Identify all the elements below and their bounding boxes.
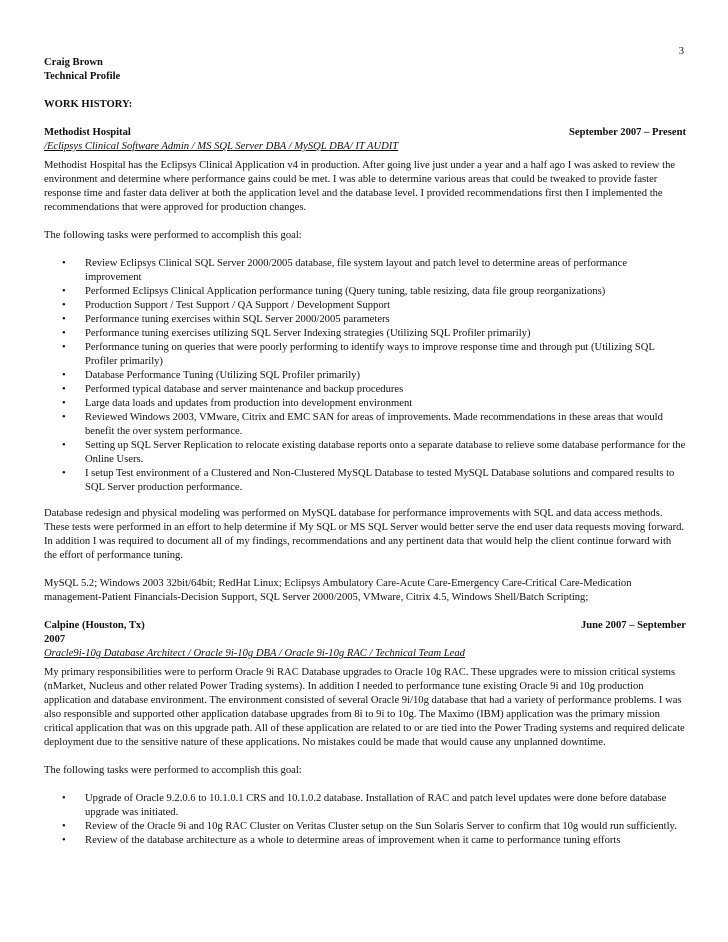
job-summary: Methodist Hospital has the Eclipsys Clinical Application v4 in production. After going live just under a year and a half ago I was asked to review the environment and determine where performance gains could be met. I was able to determine various areas that could be tweaked to provide faster response time and faster data deliver at both the application level and the database level. I provided recommendations first then I implemented the recommendations that were approved for production changes.	[44, 160, 676, 213]
section-title: WORK HISTORY:	[44, 99, 133, 110]
list-item: • Performance tuning exercises within SQL Server 2000/2005 parameters	[85, 313, 686, 327]
list-item: • Review Eclipsys Clinical SQL Server 2000/2005 database, file system layout and patch level to determine areas of performance improvement	[85, 257, 686, 285]
job-header-calpine	[44, 619, 686, 633]
employer-name: Methodist Hospital	[44, 127, 131, 138]
technologies-paragraph: MySQL 5.2; Windows 2003 32bit/64bit; RedHat Linux; Eclipsys Ambulatory Care-Acute Care-Emergency Care-Critical Care-Medication management-Patient Financials-Decision Support, SQL Server 2000/2005, VMware, Citrix 4.5, Windows Shell/Batch Scripting;	[44, 578, 632, 603]
list-item: • I setup Test environment of a Clustered and Non-Clustered MySQL Database to tested MySQL Database solutions and compared results to SQL Server production performance.	[85, 467, 686, 495]
employer-name: Calpine (Houston, Tx)	[44, 620, 145, 631]
page-content	[44, 56, 686, 860]
list-item: • Performed Eclipsys Clinical Application performance tuning (Query tuning, table resizing, data file group reorganizations)	[85, 285, 686, 299]
task-list	[44, 792, 686, 848]
job-dates-continued: 2007	[44, 634, 66, 645]
tasks-intro: The following tasks were performed to accomplish this goal:	[44, 230, 302, 241]
list-item: • Setting up SQL Server Replication to relocate existing database reports onto a separate database to relieve some database performance for the Online Users.	[85, 439, 686, 467]
closing-paragraph: Database redesign and physical modeling was performed on MySQL database for performance improvements with SQL and data access methods. These tests were performed in an effort to help determine if My SQL or MS SQL Server would better serve the end user data requests moving forward. In addition I was required to document all of my findings, recommendations and any pertinent data that would help the client continue forward with the effort of performance tuning.	[44, 508, 685, 561]
list-item: • Upgrade of Oracle 9.2.0.6 to 10.1.0.1 CRS and 10.1.0.2 database. Installation of RAC and patch level updates were done before database upgrade was initiated.	[85, 792, 686, 820]
job-header-methodist	[44, 126, 686, 140]
tasks-intro: The following tasks were performed to accomplish this goal:	[44, 765, 302, 776]
task-list	[44, 257, 686, 495]
list-item: • Performance tuning on queries that were poorly performing to identify ways to improve response time and through put (Utilizing SQL Profiler primarily)	[85, 341, 686, 369]
list-item: • Review of the database architecture as a whole to determine areas of improvement when it came to performance tuning efforts	[85, 834, 686, 848]
job-summary: My primary responsibilities were to perform Oracle 9i RAC Database upgrades to Oracle 10g RAC. These upgrades were to mission critical systems (nMarket, Nucleus and other related Power Trading systems). In addition I needed to performance tune existing Oracle 9i and 10g production application and database environment. The environment consisted of several Oracle 9i/10g database that had a variety of performance problems. I was also responsible and supported other application database upgrades from 8i to 9i to 10g. The Maximo (IBM) application was the primary mission critical application that was on this upgrade path. All of these application are related to or are tied into the Power Trading systems and required delicate deployment due to the sensitive nature of these applications. No mistakes could be made that would cause any unplanned downtime.	[44, 667, 685, 748]
list-item: • Production Support / Test Support / QA Support / Development Support	[85, 299, 686, 313]
list-item: • Reviewed Windows 2003, VMware, Citrix and EMC SAN for areas of improvements. Made recommendations in these areas that would benefit the over system performance.	[85, 411, 686, 439]
list-item: • Database Performance Tuning (Utilizing SQL Profiler primarily)	[85, 369, 686, 383]
job-role: Oracle9i-10g Database Architect / Oracle 9i-10g DBA / Oracle 9i-10g RAC / Technical Team Lead	[44, 648, 465, 659]
page-number: 3	[678, 46, 684, 57]
document-subtitle: Technical Profile	[44, 71, 121, 82]
list-item: • Performed typical database and server maintenance and backup procedures	[85, 383, 686, 397]
job-role: /Eclipsys Clinical Software Admin / MS SQL Server DBA / MySQL DBA/ IT AUDIT	[44, 141, 399, 152]
job-dates: September 2007 – Present	[568, 127, 686, 138]
list-item: • Large data loads and updates from production into development environment	[85, 397, 686, 411]
list-item: • Review of the Oracle 9i and 10g RAC Cluster on Veritas Cluster setup on the Sun Solaris Server to confirm that 10g would run sufficiently.	[85, 820, 686, 834]
candidate-name: Craig Brown	[44, 57, 103, 68]
list-item: • Performance tuning exercises utilizing SQL Server Indexing strategies (Utilizing SQL Profiler primarily)	[85, 327, 686, 341]
job-dates: June 2007 – September	[580, 620, 686, 631]
